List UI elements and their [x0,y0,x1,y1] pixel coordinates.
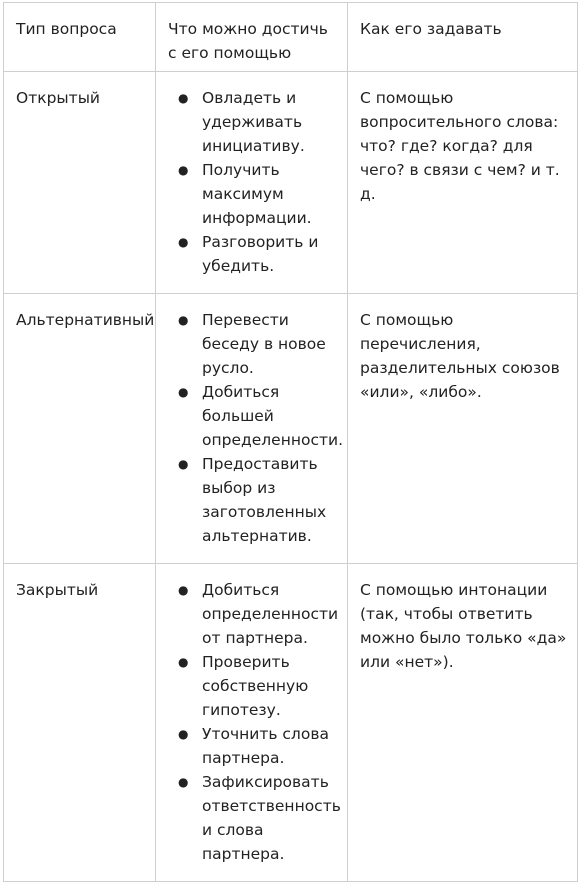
header-question-type: Тип вопроса [4,3,156,72]
goal-item: ● Добиться определенности от партнера. [166,578,341,650]
goal-item: ● Получить максимум информации. [166,158,341,230]
goal-item: ● Зафиксировать ответственность и слова партнера. [166,770,341,866]
question-type-cell: Закрытый [4,564,156,882]
how-to-ask-cell: С помощью вопросительного слова: что? где? когда? для чего? в связи с чем? и т. д. [348,72,578,294]
goal-item: ● Уточнить слова партнера. [166,722,341,770]
goal-item: ● Предоставить выбор из заготовленных альтернатив. [166,452,341,548]
table-header-row [4,3,578,72]
goals-cell [156,72,348,294]
header-how-to-ask: Как его задавать [348,3,578,72]
how-to-ask-cell: С помощью перечисления, разделительных союзов «или», «либо». [348,294,578,564]
table-row-open [4,72,578,294]
goal-item: ● Овладеть и удерживать инициативу. [166,86,341,158]
header-goals: Что можно достичь с его помощью [156,3,348,72]
question-type-cell: Открытый [4,72,156,294]
table-row-closed [4,564,578,882]
question-types-table [3,2,578,882]
goals-list [166,86,341,278]
goals-cell [156,294,348,564]
goal-item: ● Разговорить и убедить. [166,230,341,278]
goals-cell [156,564,348,882]
goal-item: ● Перевести беседу в новое русло. [166,308,341,380]
goal-item: ● Проверить собственную гипотезу. [166,650,341,722]
how-to-ask-cell: С помощью интонации (так, чтобы ответить можно было только «да» или «нет»). [348,564,578,882]
goal-item: ● Добиться большей определенности. [166,380,341,452]
goals-list [166,308,341,548]
question-type-cell: Альтернативный [4,294,156,564]
goals-list [166,578,341,866]
table-row-alternative [4,294,578,564]
